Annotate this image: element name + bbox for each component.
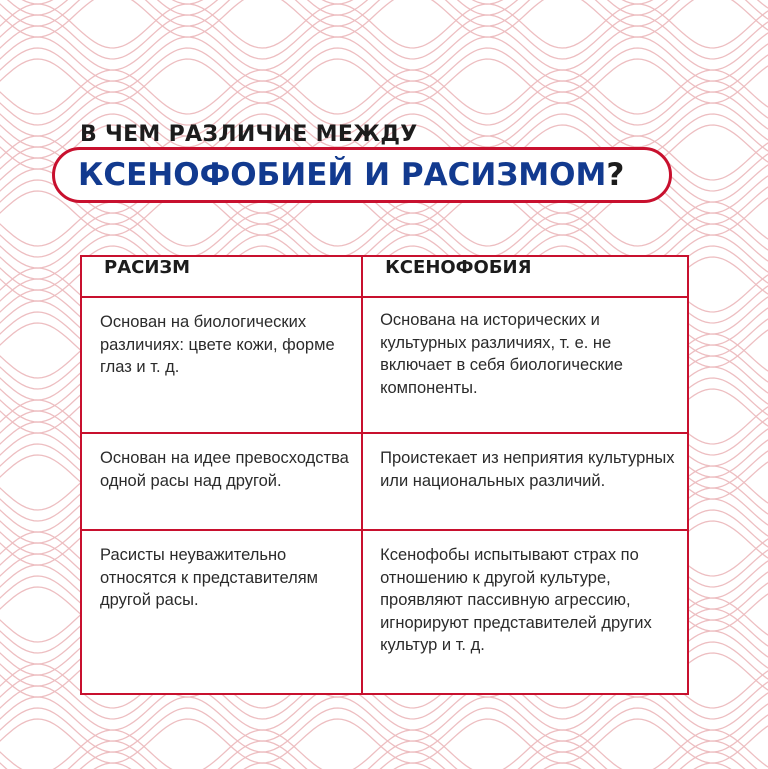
racism-cell-attitude: Расисты неуважительно относятся к представителям другой расы. [81, 530, 362, 694]
xenophobia-cell-attitude: Ксенофобы испытывают страх по отношению к другой культуре, проявляют пассивную агрессию, игнорируют представителей других культур и т. д. [362, 530, 688, 694]
racism-cell-idea: Основан на идее превосходства одной расы над другой. [81, 433, 362, 530]
title-question-mark: ? [606, 157, 625, 193]
table-row [81, 530, 688, 694]
table-row [81, 433, 688, 530]
wave-line [0, 0, 768, 26]
wave-line [0, 0, 768, 4]
xenophobia-cell-origin: Проистекает из неприятия культурных или национальных различий. [362, 433, 688, 530]
comparison-table [80, 255, 689, 695]
header-xenophobia: КСЕНОФОБИЯ [362, 256, 688, 297]
wave-line [0, 741, 768, 769]
xenophobia-cell-basis: Основана на исторических и культурных различиях, т. е. не включает в себя биологические компоненты. [362, 297, 688, 433]
racism-cell-basis: Основан на биологических различиях: цвете кожи, форме глаз и т. д. [81, 297, 362, 433]
table-header-row [81, 256, 688, 297]
wave-line [0, 0, 768, 37]
title-highlight-text: КСЕНОФОБИЕЙ И РАСИЗМОМ [78, 157, 607, 193]
title-line-2 [78, 154, 624, 196]
title-line-1: В ЧЕМ РАЗЛИЧИЕ МЕЖДУ [80, 122, 418, 147]
table-row [81, 297, 688, 433]
header-racism: РАСИЗМ [81, 256, 362, 297]
